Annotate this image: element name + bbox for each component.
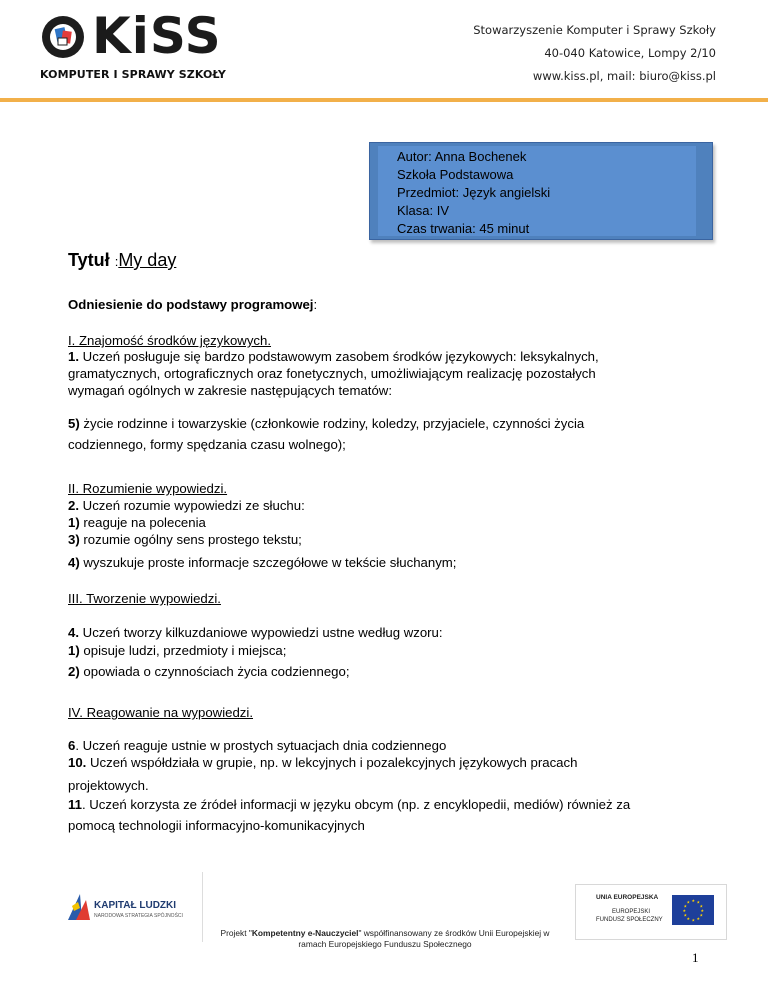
section-3-heading: III. Tworzenie wypowiedzi. [68,591,221,606]
svg-text:★: ★ [699,903,704,909]
s4-point-10-line2: projektowych. [68,778,149,793]
info-grade: Klasa: IV [397,203,450,218]
kapital-ludzki-icon [66,892,92,922]
logo-subtitle: KOMPUTER I SPRAWY SZKOŁY [40,68,226,81]
svg-text:★: ★ [686,899,691,905]
info-subject: Przedmiot: Język angielski [397,185,551,200]
title-separator: : [114,254,119,269]
svg-text:★: ★ [686,916,691,921]
kl-subtitle: NARODOWA STRATEGIA SPÓJNOŚCI [94,913,183,919]
lesson-title [68,250,176,271]
page-number: 1 [692,950,699,965]
s2-item-1: 1) reaguje na polecenia [68,515,206,530]
svg-text:★: ★ [683,903,688,909]
s4-point-11: 11. Uczeń korzysta ze źródeł informacji w języku obcym (np. z encyklopedii, mediów) również za [68,797,631,812]
section-4-heading: IV. Reagowanie na wypowiedzi. [68,705,253,720]
section-2-heading: II. Rozumienie wypowiedzi. [68,481,228,496]
svg-text:★: ★ [696,899,701,905]
eu-line-3: FUNDUSZ SPOŁECZNY [596,917,663,923]
s1-point-1: 1. Uczeń posługuje się bardzo podstawowym zasobem środków językowych: leksykalnych, [68,349,599,364]
s4-point-10: 10. Uczeń współdziała w grupie, np. w lekcyjnych i pozalekcyjnych językowych pracach [68,755,578,770]
svg-text:★: ★ [696,916,701,921]
s3-item-1: 1) opisuje ludzi, przedmioty i miejsca; [68,643,287,658]
eu-line-2: EUROPEJSKI [612,909,651,915]
s1-point-5-line2: codziennego, formy spędzania czasu wolnego); [68,437,346,452]
s2-point-2: 2. Uczeń rozumie wypowiedzi ze słuchu: [68,498,305,513]
eu-line-1: UNIA EUROPEJSKA [596,894,659,901]
project-info [190,928,580,950]
s1-point-1-line3: wymagań ogólnych w zakresie następujących tematów: [68,383,392,398]
s1-point-1-line2: gramatycznych, ortograficznych oraz fonetycznych, umożliwiającym realizację pozostałych [68,366,596,381]
section-1-heading: I. Znajomość środków językowych. [68,333,272,348]
logo-wordmark: KiSS [92,7,222,65]
s1-point-5: 5) życie rodzinne i towarzyskie (członkowie rodziny, koledzy, przyjaciele, czynności życia [68,416,585,431]
org-name: Stowarzyszenie Komputer i Sprawy Szkoły [473,23,716,37]
project-line-2: ramach Europejskiego Funduszu Społecznego [298,939,472,949]
info-author: Autor: Anna Bochenek [397,149,527,164]
svg-text:★: ★ [691,898,696,903]
svg-text:★: ★ [683,912,688,918]
info-duration: Czas trwania: 45 minut [397,221,530,236]
header-divider [0,98,768,102]
s3-item-2: 2) opowiada o czynnościach życia codziennego; [68,664,350,679]
s2-item-3: 3) rozumie ogólny sens prostego tekstu; [68,532,302,547]
title-label: Tytuł [68,250,110,270]
org-address: 40-040 Katowice, Lompy 2/10 [544,46,716,60]
title-value: My day [118,250,177,270]
svg-text:★: ★ [682,908,687,913]
kl-title: KAPITAŁ LUDZKI [94,900,177,911]
s4-point-6: 6. Uczeń reaguje ustnie w prostych sytuacjach dnia codziennego [68,738,447,753]
lesson-info-box [369,142,713,240]
eu-flag-icon [672,895,714,925]
svg-text:★: ★ [700,908,705,913]
s2-item-4: 4) wyszukuje proste informacje szczegółowe w tekście słuchanym; [68,555,457,570]
kiss-logo-icon [40,14,86,60]
s3-point-4: 4. Uczeń tworzy kilkuzdaniowe wypowiedzi ustne według wzoru: [68,625,443,640]
svg-text:★: ★ [699,912,704,918]
project-line-1: Projekt "Kompetentny e-Nauczyciel" współfinansowany ze środków Unii Europejskiej w [220,928,550,938]
svg-text:★: ★ [691,917,696,923]
s4-point-11-line2: pomocą technologii informacyjno-komunikacyjnych [68,818,365,833]
eu-logo [575,884,727,940]
ref-heading: Odniesienie do podstawy programowej: [68,297,318,312]
org-contact[interactable]: www.kiss.pl, mail: biuro@kiss.pl [532,69,716,83]
info-school: Szkoła Podstawowa [397,167,514,182]
